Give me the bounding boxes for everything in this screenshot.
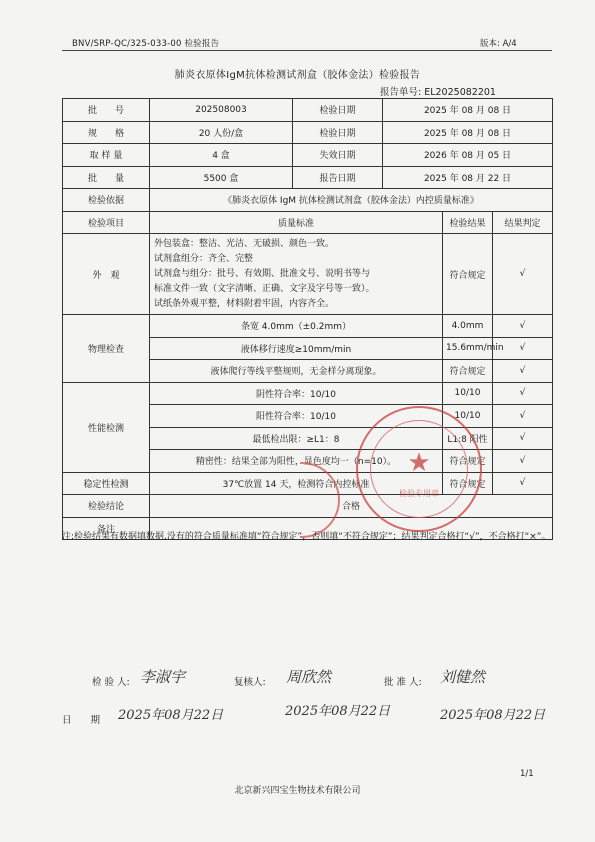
performance-verdict: √ (493, 382, 553, 405)
performance-verdict: √ (493, 450, 553, 473)
inspector-date: 2025年08月22日 (118, 708, 224, 723)
value-sample: 4 盒 (150, 144, 293, 167)
item-physical: 物理检查 (63, 315, 150, 383)
inspector-label: 检 验 人: (92, 677, 130, 688)
date-label: 日 期 (62, 715, 101, 726)
reviewer-signature: 周欣然 (286, 668, 332, 686)
appearance-line: 外包装盒：整洁、光洁、无破损、颜色一致。 (154, 238, 335, 249)
appearance-row (63, 234, 553, 315)
stability-result: 符合规定 (443, 472, 493, 495)
stability-verdict: √ (493, 472, 553, 495)
physical-verdict: √ (493, 337, 553, 360)
value-batch: 202508003 (150, 99, 293, 122)
col-result: 检验结果 (443, 211, 493, 234)
approver-signature: 刘健然 (440, 668, 486, 686)
approver-label: 批 准 人: (384, 677, 422, 688)
value-quantity: 5500 盒 (150, 166, 293, 189)
stability-standard: 37℃放置 14 天，检测符合内控标准 (150, 472, 443, 495)
item-performance: 性能检测 (63, 382, 150, 472)
label-spec: 规 格 (63, 121, 150, 144)
item-stability: 稳定性检测 (63, 472, 150, 495)
performance-result: L1:8 阳性 (443, 427, 493, 450)
performance-standard: 最低检出限：≥L1：8 (150, 427, 443, 450)
appearance-standard (150, 234, 443, 315)
physical-result: 符合规定 (443, 360, 493, 383)
company-name: 北京新兴四宝生物技术有限公司 (234, 786, 361, 796)
label-basis: 检验依据 (63, 189, 150, 212)
physical-verdict: √ (493, 360, 553, 383)
label-report-date: 报告日期 (293, 166, 383, 189)
physical-verdict: √ (493, 315, 553, 338)
appearance-line: 标准文件一致（文字清晰、正确、文字及字号等一致）。 (154, 283, 375, 294)
report-title: 肺炎衣原体IgM抗体检测试剂盒（胶体金法）检验报告 (174, 70, 421, 81)
label-conclusion: 检验结论 (63, 495, 150, 518)
performance-standard: 精密性：结果全部为阳性，显色度均一（n=10）。 (150, 450, 443, 473)
performance-result: 符合规定 (443, 450, 493, 473)
item-appearance: 外 观 (63, 234, 150, 315)
performance-verdict: √ (493, 405, 553, 428)
col-item: 检验项目 (63, 211, 150, 234)
physical-standard: 液体移行速度≥10mm/min (150, 337, 443, 360)
column-header-row (63, 211, 553, 234)
label-sample: 取 样 量 (63, 144, 150, 167)
performance-result: 10/10 (443, 382, 493, 405)
col-verdict: 结果判定 (493, 211, 553, 234)
info-row (63, 99, 553, 122)
value-date-1: 2025 年 08 月 08 日 (383, 99, 553, 122)
performance-result: 10/10 (443, 405, 493, 428)
value-date-2: 2025 年 08 月 08 日 (383, 121, 553, 144)
value-spec: 20 人份/盒 (150, 121, 293, 144)
physical-result: 4.0mm (443, 315, 493, 338)
reviewer-label: 复核人: (234, 677, 266, 688)
value-report-date: 2025 年 08 月 22 日 (383, 166, 553, 189)
physical-standard: 液体爬行等线平整规则，无金样分离现象。 (150, 360, 443, 383)
value-expiry: 2026 年 08 月 05 日 (383, 144, 553, 167)
info-row (63, 144, 553, 167)
report-number: 报告单号: EL2025082201 (380, 87, 496, 98)
document-code: BNV/SRP-QC/325-033-00 检验报告 (72, 39, 220, 49)
physical-row (63, 315, 553, 338)
label-date-1: 检验日期 (293, 99, 383, 122)
label-batch: 批 号 (63, 99, 150, 122)
header-divider (62, 50, 552, 51)
appearance-line: 试剂盒组分：齐全、完整 (154, 253, 254, 264)
footnote: 注:检验结果有数据填数据,没有的符合质量标准填“符合规定”，否则填“不符合规定”；结果判定合格打“√”，不合格打“×”。 (62, 532, 551, 542)
document-version: 版本: A/4 (480, 39, 517, 49)
physical-standard: 条宽 4.0mm（±0.2mm） (150, 315, 443, 338)
basis-row (63, 189, 553, 212)
inspector-signature: 李淑宇 (140, 668, 186, 686)
page-number: 1/1 (520, 769, 534, 779)
col-standard: 质量标准 (150, 211, 443, 234)
approver-date: 2025年08月22日 (440, 708, 546, 723)
value-conclusion: 合格 (150, 495, 553, 518)
performance-row (63, 382, 553, 405)
appearance-line: 试剂盒与组分：批号、有效期、批准文号、说明书等与 (154, 268, 371, 279)
performance-standard: 阴性符合率：10/10 (150, 382, 443, 405)
info-row (63, 121, 553, 144)
value-basis: 《肺炎衣原体 IgM 抗体检测试剂盒（胶体金法）内控质量标准》 (150, 189, 553, 212)
appearance-line: 试纸条外观平整，材料附着牢固，内容齐全。 (154, 298, 335, 309)
label-remarks: 备注 (63, 517, 150, 540)
label-quantity: 批 量 (63, 166, 150, 189)
info-row (63, 166, 553, 189)
label-expiry: 失效日期 (293, 144, 383, 167)
performance-verdict: √ (493, 427, 553, 450)
appearance-verdict: √ (493, 234, 553, 315)
label-date-2: 检验日期 (293, 121, 383, 144)
performance-standard: 阳性符合率：10/10 (150, 405, 443, 428)
reviewer-date: 2025年08月22日 (285, 704, 391, 719)
stamp-star-icon: ★ (407, 448, 431, 478)
stamp-text: 检验专用章 (399, 489, 439, 498)
inspection-seal-stamp (356, 406, 482, 532)
appearance-result: 符合规定 (443, 234, 493, 315)
physical-result: 15.6mm/min (443, 337, 493, 360)
